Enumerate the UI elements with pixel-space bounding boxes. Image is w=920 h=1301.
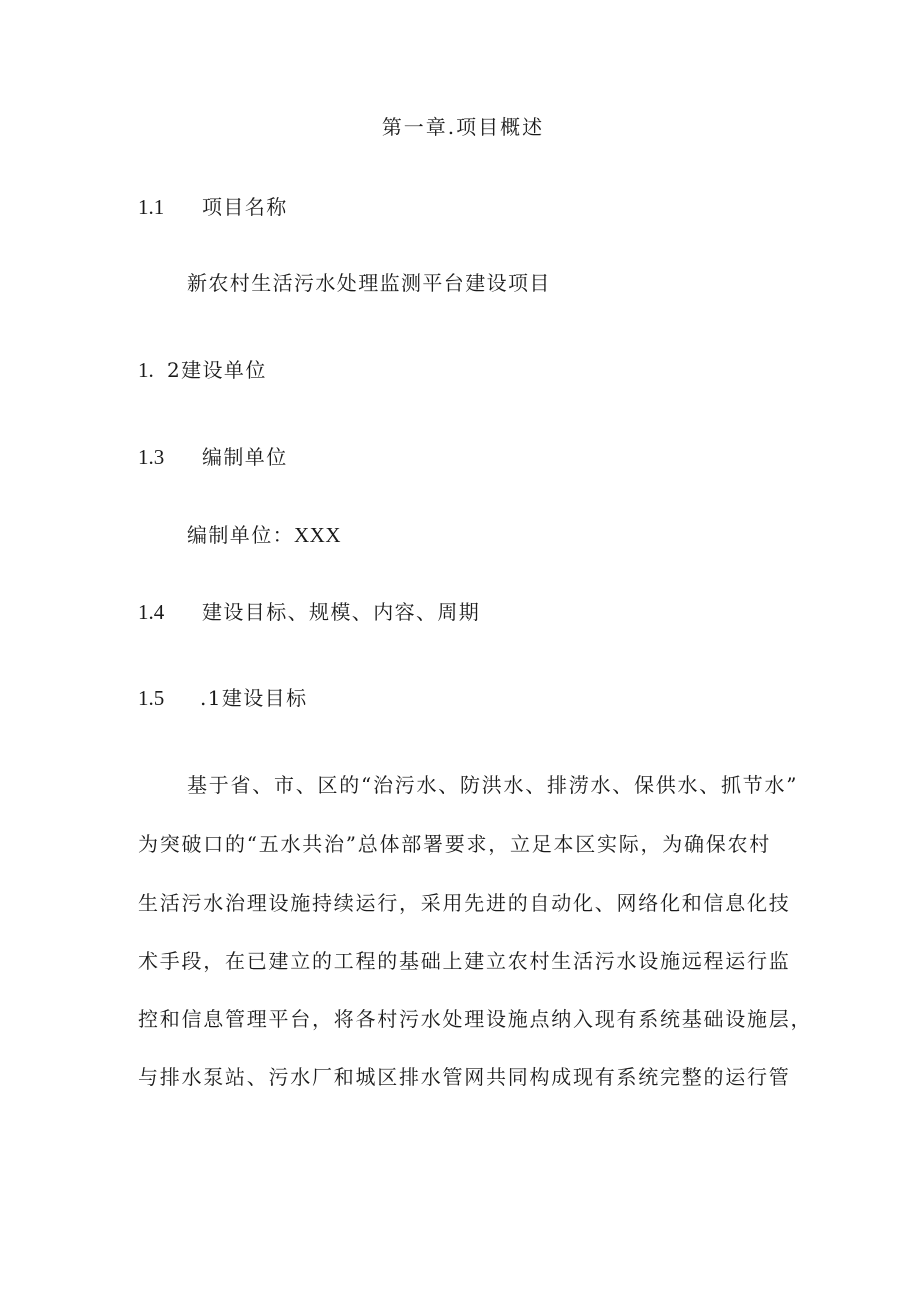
section-heading-1-2 [138,358,267,382]
section-heading-1-5 [138,686,307,710]
section-number: 1. [138,358,154,382]
section-heading-1-4 [138,600,480,624]
chapter-title: 第一章.项目概述 [381,115,545,139]
section-heading-text: 项目名称 [202,195,288,219]
section-number: 1.3 [138,445,165,469]
section-heading-text: 建设目标、规模、内容、周期 [202,600,481,624]
project-name: 新农村生活污水处理监测平台建设项目 [187,271,551,295]
paragraph-line: 为突破口的“五水共治”总体部署要求，立足本区实际，为确保农村 [138,832,771,856]
paragraph-line: 与排水泵站、污水厂和城区排水管网共同构成现有系统完整的运行管 [138,1065,791,1089]
section-heading-1-3 [138,445,288,469]
section-heading-text: 2建设单位 [167,358,267,382]
paragraph-line: 控和信息管理平台，将各村污水处理设施点纳入现有系统基础设施层， [138,1007,813,1031]
section-number: 1.1 [138,195,165,219]
paragraph-line: 术手段，在已建立的工程的基础上建立农村生活污水设施远程运行监 [138,949,791,973]
compiler-line [187,523,341,547]
section-number: 1.4 [138,600,165,624]
compiler-label: 编制单位： [187,523,294,547]
compiler-value: XXX [294,523,341,547]
section-heading-1-1 [138,195,288,219]
paragraph-line: 基于省、市、区的“治污水、防洪水、排涝水、保供水、抓节水” [187,773,799,797]
section-heading-text: 编制单位 [202,445,288,469]
paragraph-line: 生活污水治理设施持续运行，采用先进的自动化、网络化和信息化技 [138,891,791,915]
section-heading-text: .1建设目标 [200,686,308,710]
section-number: 1.5 [138,686,165,710]
